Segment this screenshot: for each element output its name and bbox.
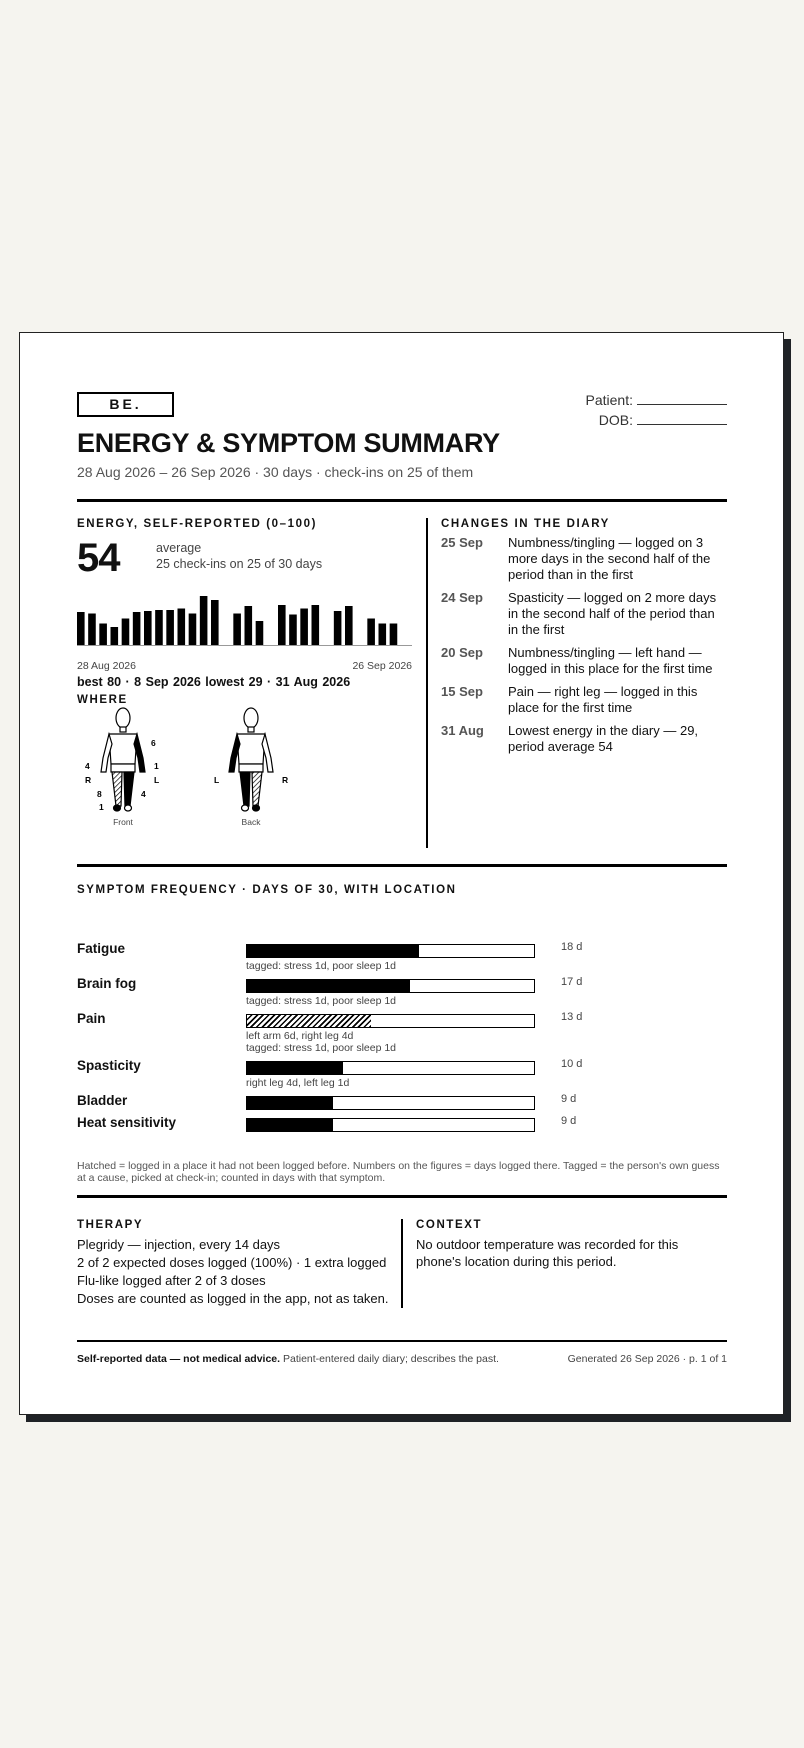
column-divider <box>401 1219 403 1308</box>
frequency-heading: SYMPTOM FREQUENCY · DAYS OF 30, WITH LOCATION <box>77 884 457 896</box>
change-item <box>441 535 727 583</box>
front-mark-left-arm-upper: 6 <box>151 738 156 748</box>
symptom-note: tagged: stress 1d, poor sleep 1d <box>246 995 397 1007</box>
footer-disclaimer <box>77 1353 499 1365</box>
energy-bar <box>300 609 308 647</box>
energy-bar <box>312 605 320 646</box>
back-side-r: R <box>282 775 289 785</box>
symptom-bar-fill <box>247 945 419 957</box>
change-date: 25 Sep <box>441 535 483 550</box>
symptom-bar <box>246 1096 535 1110</box>
changes-heading: CHANGES IN THE DIARY <box>441 518 610 530</box>
energy-bar <box>289 615 297 647</box>
symptom-bar-fill <box>247 1119 333 1131</box>
back-side-l: L <box>214 775 220 785</box>
energy-bar <box>111 627 119 646</box>
footer-generated: Generated 26 Sep 2026 · p. 1 of 1 <box>567 1353 727 1365</box>
change-text: Lowest energy in the diary — 29, period average 54 <box>508 723 699 754</box>
where-heading: WHERE <box>77 694 128 706</box>
context-section <box>416 1219 727 1269</box>
front-mark-left-leg: 4 <box>141 789 146 799</box>
disclaimer-bold: Self-reported data — not medical advice. <box>77 1353 281 1365</box>
energy-bar <box>390 624 398 647</box>
therapy-lines <box>77 1236 389 1308</box>
frequency-legend: Hatched = logged in a place it had not been logged before. Numbers on the figures = days logged there. Tagged = the person's own guess at a cause, picked at check-in; counted in days with that symptom. <box>77 1160 720 1184</box>
symptom-bar-fill <box>247 1097 333 1109</box>
front-mark-left-arm-lower: 1 <box>154 761 159 771</box>
energy-heading: ENERGY, SELF-REPORTED (0–100) <box>77 518 318 530</box>
symptom-name: Brain fog <box>77 976 137 991</box>
symptom-note: left arm 6d, right leg 4d <box>246 1030 354 1042</box>
therapy-line: Plegridy — injection, every 14 days <box>77 1237 281 1252</box>
context-heading: CONTEXT <box>416 1219 483 1231</box>
front-mark-right-leg-upper: 8 <box>97 789 102 799</box>
change-text: Numbness/tingling — logged on 3 more days in the second half of the period than in the first <box>508 535 711 582</box>
energy-bar-chart <box>77 596 412 646</box>
energy-average: 54 <box>77 536 120 580</box>
page-subtitle: 28 Aug 2026 – 26 Sep 2026 · 30 days · check-ins on 25 of them <box>77 464 474 480</box>
context-text: No outdoor temperature was recorded for this phone's location during this period. <box>416 1237 679 1269</box>
therapy-line: Doses are counted as logged in the app, not as taken. <box>77 1291 389 1306</box>
energy-bar <box>189 614 197 647</box>
change-text: Pain — right leg — logged in this place for the first time <box>508 684 698 715</box>
energy-bar <box>256 621 264 646</box>
change-item <box>441 590 727 638</box>
energy-bar <box>178 609 186 647</box>
symptom-bar <box>246 1061 535 1075</box>
symptom-name: Pain <box>77 1011 106 1026</box>
front-mark-right-arm: 4 <box>85 761 90 771</box>
change-item <box>441 684 727 716</box>
energy-section <box>77 518 412 827</box>
energy-bar <box>367 619 375 647</box>
symptom-name: Spasticity <box>77 1058 141 1073</box>
symptom-note: right leg 4d, left leg 1d <box>246 1077 350 1089</box>
patient-label: Patient: <box>585 392 633 408</box>
change-item <box>441 645 727 677</box>
energy-bar <box>334 611 342 646</box>
symptom-name: Bladder <box>77 1093 128 1108</box>
disclaimer-rest: Patient-entered daily diary; describes the past. <box>280 1353 499 1365</box>
patient-line <box>637 391 727 405</box>
dob-field <box>586 410 727 430</box>
change-item <box>441 723 727 755</box>
energy-bar <box>99 624 107 647</box>
symptom-bar <box>246 944 535 958</box>
therapy-section <box>77 1219 397 1306</box>
divider <box>77 864 727 867</box>
checkins-label: 25 check-ins on 25 of 30 days <box>156 557 323 571</box>
energy-bar <box>166 610 174 646</box>
energy-bar <box>155 610 163 646</box>
energy-bar <box>133 612 141 646</box>
symptom-name: Heat sensitivity <box>77 1115 177 1130</box>
therapy-line: Flu-like logged after 2 of 3 doses <box>77 1273 266 1288</box>
therapy-line: 2 of 2 expected doses logged (100%) · 1 extra logged <box>77 1255 387 1270</box>
energy-bar <box>122 619 130 647</box>
patient-field <box>586 390 727 410</box>
change-text: Numbness/tingling — left hand — logged in this place for the first time <box>508 645 713 676</box>
divider <box>77 499 727 502</box>
front-label: Front <box>113 817 133 827</box>
therapy-heading: THERAPY <box>77 1219 144 1231</box>
back-figure <box>229 708 273 811</box>
best-lowest: best 80 · 8 Sep 2026 lowest 29 · 31 Aug 2026 <box>77 675 351 689</box>
change-date: 15 Sep <box>441 684 483 699</box>
symptom-note: tagged: stress 1d, poor sleep 1d <box>246 1042 397 1054</box>
symptom-bar-fill <box>247 1015 371 1027</box>
body-figures <box>77 706 412 846</box>
front-figure <box>101 708 145 811</box>
energy-bar <box>379 624 387 647</box>
symptom-days: 10 d <box>561 1058 583 1070</box>
symptom-bar-fill <box>247 1062 343 1074</box>
symptom-days: 9 d <box>561 1115 577 1127</box>
symptom-days: 9 d <box>561 1093 577 1105</box>
chart-axis-end: 26 Sep 2026 <box>352 660 412 672</box>
changes-section <box>441 518 727 754</box>
symptom-days: 13 d <box>561 1011 583 1023</box>
energy-bar <box>77 612 85 646</box>
front-side-l: L <box>154 775 160 785</box>
symptom-name: Fatigue <box>77 941 126 956</box>
symptom-bar-fill <box>247 980 410 992</box>
column-divider <box>426 518 428 848</box>
energy-bar <box>345 606 353 646</box>
symptom-note: tagged: stress 1d, poor sleep 1d <box>246 960 397 972</box>
change-date: 24 Sep <box>441 590 483 605</box>
change-date: 31 Aug <box>441 723 484 738</box>
change-date: 20 Sep <box>441 645 483 660</box>
changes-list <box>441 535 727 762</box>
energy-bar <box>211 600 219 646</box>
energy-bar <box>233 614 241 647</box>
patient-fields <box>586 390 727 430</box>
report-page <box>19 332 784 1415</box>
symptom-bar <box>246 979 535 993</box>
divider <box>77 1195 727 1198</box>
front-mark-right-leg-lower: 1 <box>99 802 104 812</box>
dob-label: DOB: <box>598 412 633 428</box>
energy-bar <box>144 611 152 646</box>
energy-bar <box>278 605 286 646</box>
symptom-bar <box>246 1118 535 1132</box>
chart-axis-start: 28 Aug 2026 <box>77 660 136 672</box>
footer-rule <box>77 1340 727 1342</box>
page-title: ENERGY & SYMPTOM SUMMARY <box>77 428 500 458</box>
dob-line <box>637 411 727 425</box>
energy-bar <box>88 614 96 647</box>
energy-bar <box>245 606 253 646</box>
average-caption <box>156 540 322 572</box>
symptom-days: 18 d <box>561 941 583 953</box>
symptom-bar <box>246 1014 535 1028</box>
brand-logo: BE. <box>77 392 174 417</box>
back-label: Back <box>241 817 261 827</box>
symptom-days: 17 d <box>561 976 583 988</box>
change-text: Spasticity — logged on 2 more days in the second half of the period than in the first <box>508 590 717 637</box>
average-label: average <box>156 541 202 555</box>
energy-bar <box>200 596 208 646</box>
front-side-r: R <box>85 775 92 785</box>
